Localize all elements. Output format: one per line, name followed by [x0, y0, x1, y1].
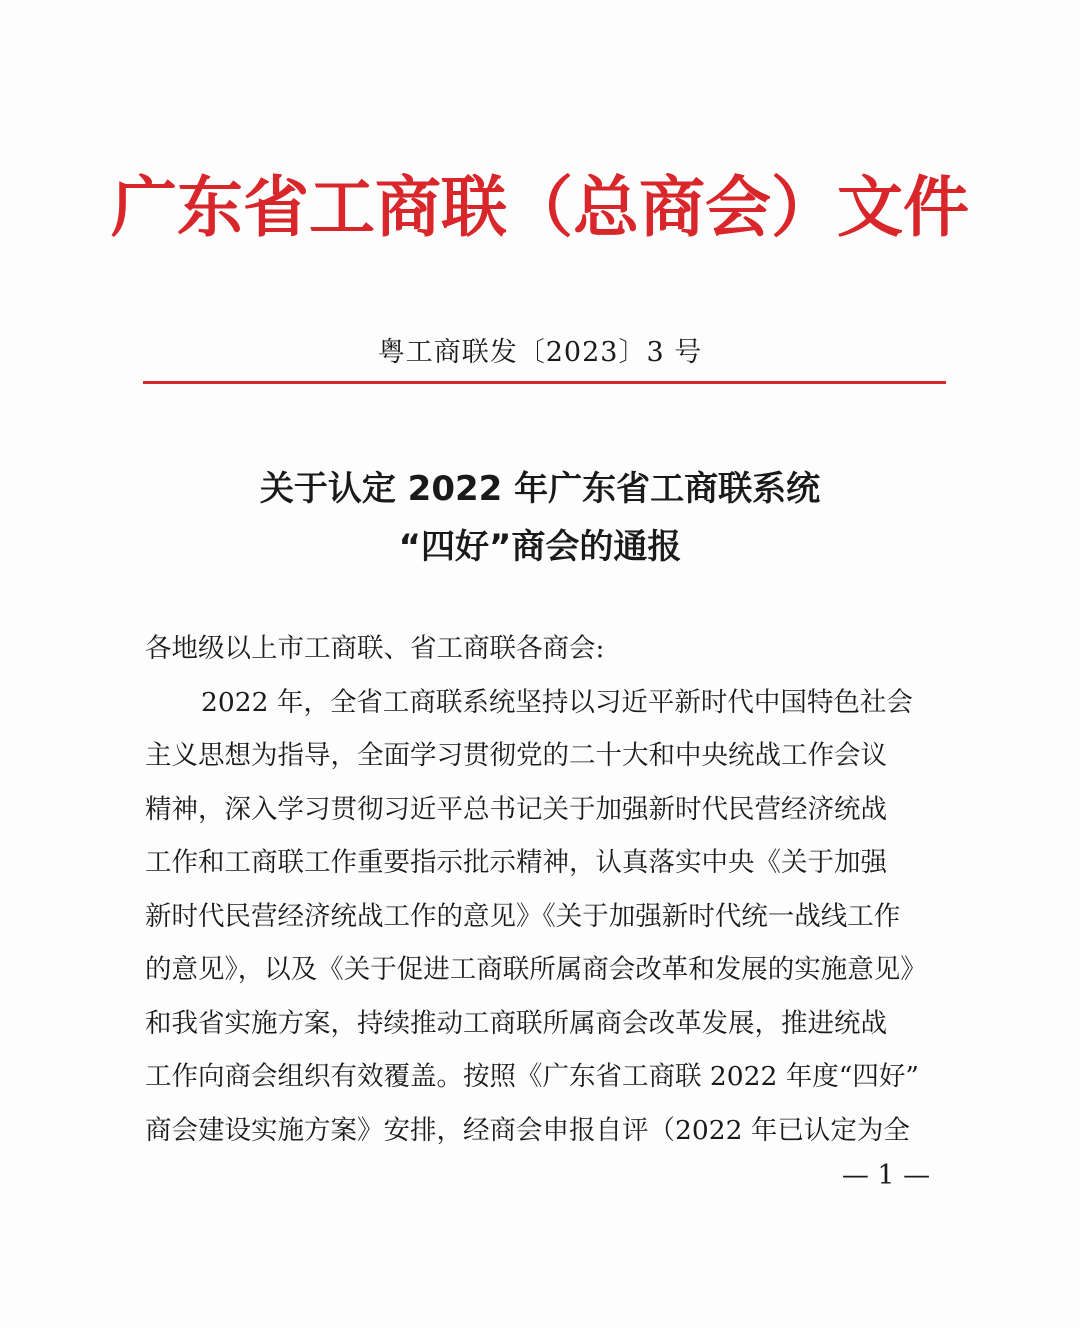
page-number: — 1 — — [841, 1160, 931, 1191]
body-line: 和我省实施方案，持续推动工商联所属商会改革发展，推进统战 — [145, 1007, 887, 1039]
red-divider-line — [143, 381, 946, 384]
subject-line-2: “四好”商会的通报 — [398, 527, 682, 567]
body-line: 2022 年，全省工商联系统坚持以习近平新时代中国特色社会 — [201, 686, 913, 718]
body-line: 商会建设实施方案》安排，经商会申报自评（2022 年已认定为全 — [145, 1114, 910, 1146]
issuer-title: 广东省工商联（总商会）文件 — [111, 169, 969, 246]
body-line: 新时代民营经济统战工作的意见》《关于加强新时代统一战线工作 — [145, 900, 901, 932]
document-number: 粤工商联发〔2023〕3 号 — [377, 337, 703, 368]
addressee: 各地级以上市工商联、省工商联各商会: — [145, 633, 605, 664]
body-line: 精神，深入学习贯彻习近平总书记关于加强新时代民营经济统战 — [145, 793, 887, 825]
body-line: 主义思想为指导，全面学习贯彻党的二十大和中央统战工作会议 — [145, 740, 887, 771]
body-line: 的意见》，以及《关于促进工商联所属商会改革和发展的实施意见》 — [145, 954, 927, 985]
subject-line-1: 关于认定 2022 年广东省工商联系统 — [259, 469, 821, 509]
document-body — [145, 622, 950, 1157]
body-line: 工作和工商联工作重要指示批示精神，认真落实中央《关于加强 — [145, 847, 887, 878]
body-line: 工作向商会组织有效覆盖。按照《广东省工商联 2022 年度“四好” — [145, 1061, 919, 1092]
document-subject — [0, 460, 1080, 576]
